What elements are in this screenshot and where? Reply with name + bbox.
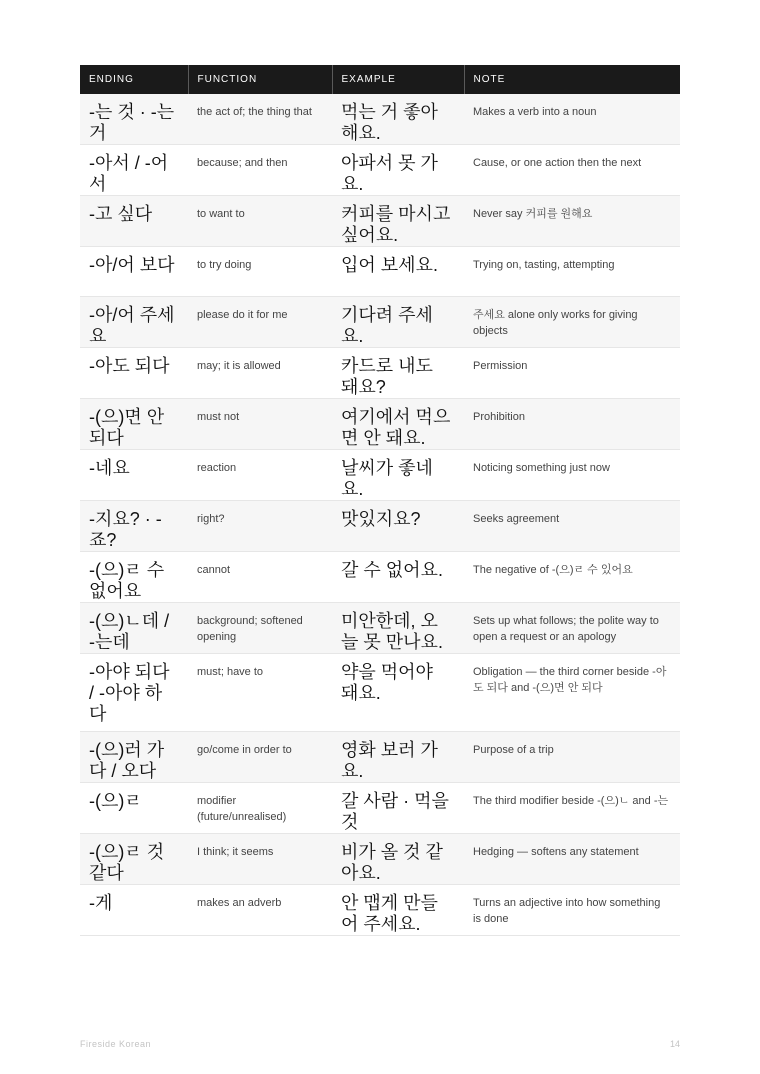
note-cell [464, 145, 680, 196]
note-cell [464, 450, 680, 501]
note-cell-text: Trying on, tasting, attempting [473, 259, 615, 271]
ending-cell [80, 552, 188, 603]
note-cell [464, 603, 680, 654]
function-cell [188, 885, 332, 936]
table-row [80, 94, 680, 145]
function-cell-text: makes an adverb [197, 897, 282, 909]
table-row [80, 885, 680, 936]
ending-cell [80, 834, 188, 885]
grammar-endings-table [80, 65, 680, 936]
footer-brand: Fireside Korean [80, 1039, 152, 1049]
example-cell [332, 783, 464, 834]
function-cell-text: modifier (future/unrealised) [197, 795, 287, 823]
function-cell [188, 603, 332, 654]
table-row [80, 732, 680, 783]
example-cell-text: 갈 사람 · 먹을 것 [341, 791, 449, 832]
ending-cell [80, 885, 188, 936]
function-cell [188, 297, 332, 348]
ending-cell [80, 196, 188, 247]
note-cell [464, 247, 680, 297]
ending-cell-text: -(으)면 안 되다 [89, 407, 165, 448]
ending-cell [80, 654, 188, 732]
note-cell-text: Makes a verb into a noun [473, 106, 597, 118]
function-cell-text: right? [197, 513, 225, 525]
header-row [80, 65, 680, 94]
note-cell-text: Obligation — the third corner beside -아도 되다 and -(으)면 안 되다 [473, 666, 667, 694]
table-row [80, 196, 680, 247]
note-cell [464, 399, 680, 450]
function-cell [188, 348, 332, 399]
table-body [80, 94, 680, 936]
function-cell [188, 145, 332, 196]
note-cell [464, 501, 680, 552]
table-row [80, 603, 680, 654]
example-cell-text: 갈 수 없어요. [341, 560, 443, 580]
ending-cell [80, 783, 188, 834]
table-row [80, 501, 680, 552]
note-cell-text: Hedging — softens any statement [473, 846, 639, 858]
function-cell-text: because; and then [197, 157, 288, 169]
function-cell-text: the act of; the thing that [197, 106, 312, 118]
ending-cell [80, 348, 188, 399]
header-note: NOTE [464, 65, 680, 94]
function-cell [188, 552, 332, 603]
function-cell [188, 783, 332, 834]
function-cell [188, 247, 332, 297]
note-cell-text: Noticing something just now [473, 462, 610, 474]
note-cell [464, 348, 680, 399]
function-cell-text: must not [197, 411, 240, 423]
table-row [80, 834, 680, 885]
note-cell [464, 834, 680, 885]
table-row [80, 399, 680, 450]
ending-cell [80, 399, 188, 450]
ending-cell-text: -(으)러 가다 / 오다 [89, 740, 165, 781]
header-example: EXAMPLE [332, 65, 464, 94]
note-cell [464, 94, 680, 145]
example-cell [332, 885, 464, 936]
example-cell [332, 348, 464, 399]
example-cell [332, 501, 464, 552]
example-cell-text: 미안한데, 오늘 못 만나요. [341, 611, 443, 652]
note-cell [464, 783, 680, 834]
note-cell [464, 885, 680, 936]
function-cell [188, 834, 332, 885]
example-cell [332, 450, 464, 501]
function-cell [188, 196, 332, 247]
table-row [80, 450, 680, 501]
function-cell-text: reaction [197, 462, 237, 474]
ending-cell-text: -(으)ㄴ데 / -는데 [89, 611, 170, 652]
ending-cell [80, 94, 188, 145]
function-cell-text: please do it for me [197, 309, 288, 321]
example-cell-text: 먹는 거 좋아해요. [341, 102, 438, 143]
function-cell [188, 450, 332, 501]
ending-cell [80, 603, 188, 654]
ending-cell-text: -게 [89, 893, 113, 913]
function-cell-text: go/come in order to [197, 744, 292, 756]
example-cell-text: 기다려 주세요. [341, 305, 433, 346]
ending-cell [80, 450, 188, 501]
example-cell [332, 552, 464, 603]
example-cell-text: 여기에서 먹으면 안 돼요. [341, 407, 451, 448]
function-cell [188, 94, 332, 145]
example-cell-text: 날씨가 좋네요. [341, 458, 433, 499]
ending-cell [80, 501, 188, 552]
note-cell [464, 552, 680, 603]
ending-cell [80, 247, 188, 297]
table-row [80, 297, 680, 348]
table-row [80, 145, 680, 196]
note-cell [464, 297, 680, 348]
table-row [80, 247, 680, 297]
example-cell [332, 94, 464, 145]
function-cell-text: cannot [197, 564, 231, 576]
example-cell [332, 196, 464, 247]
example-cell-text: 안 맵게 만들어 주세요. [341, 893, 438, 934]
function-cell-text: to try doing [197, 259, 252, 271]
example-cell [332, 834, 464, 885]
note-cell [464, 732, 680, 783]
header-ending: ENDING [80, 65, 188, 94]
example-cell-text: 카드로 내도 돼요? [341, 356, 433, 397]
example-cell [332, 145, 464, 196]
note-cell-text: Purpose of a trip [473, 744, 554, 756]
note-cell-text: The third modifier beside -(으)ㄴ and -는 [473, 795, 669, 807]
ending-cell [80, 732, 188, 783]
table-row [80, 552, 680, 603]
note-cell-text: Permission [473, 360, 528, 372]
table-row [80, 654, 680, 732]
example-cell [332, 399, 464, 450]
note-cell-text: Sets up what follows; the polite way to open a request or an apology [473, 615, 659, 643]
function-cell [188, 501, 332, 552]
example-cell [332, 654, 464, 732]
ending-cell-text: -아도 되다 [89, 356, 170, 376]
example-cell [332, 603, 464, 654]
function-cell [188, 399, 332, 450]
example-cell-text: 비가 올 것 같아요. [341, 842, 443, 883]
example-cell-text: 맛있지요? [341, 509, 421, 529]
ending-cell-text: -고 싶다 [89, 204, 153, 224]
function-cell-text: background; softened opening [197, 615, 303, 643]
function-cell-text: to want to [197, 208, 245, 220]
note-cell-text: The negative of -(으)ㄹ 수 있어요 [473, 564, 633, 576]
ending-cell-text: -(으)ㄹ 수 없어요 [89, 560, 165, 601]
note-cell-text: Never say 커피를 원해요 [473, 208, 593, 220]
function-cell-text: I think; it seems [197, 846, 274, 858]
example-cell [332, 732, 464, 783]
ending-cell-text: -네요 [89, 458, 130, 478]
header-function: FUNCTION [188, 65, 332, 94]
ending-cell-text: -(으)ㄹ 것 같다 [89, 842, 165, 883]
note-cell-text: Turns an adjective into how something is done [473, 897, 661, 925]
function-cell [188, 654, 332, 732]
table-header [80, 65, 680, 94]
function-cell-text: must; have to [197, 666, 264, 678]
ending-cell-text: -는 것 · -는 거 [89, 102, 175, 143]
ending-cell-text: -지요? · -죠? [89, 509, 162, 550]
ending-cell-text: -아/어 주세요 [89, 305, 175, 346]
note-cell-text: Seeks agreement [473, 513, 560, 525]
note-cell-text: 주세요 alone only works for giving objects [473, 309, 638, 337]
example-cell [332, 247, 464, 297]
ending-cell-text: -아/어 보다 [89, 255, 175, 275]
function-cell-text: may; it is allowed [197, 360, 281, 372]
function-cell [188, 732, 332, 783]
note-cell-text: Cause, or one action then the next [473, 157, 642, 169]
page-number: 14 [669, 1039, 680, 1049]
note-cell-text: Prohibition [473, 411, 525, 423]
ending-cell-text: -아서 / -어서 [89, 153, 169, 194]
ending-cell [80, 145, 188, 196]
example-cell [332, 297, 464, 348]
table-row [80, 783, 680, 834]
ending-cell [80, 297, 188, 348]
example-cell-text: 약을 먹어야 돼요. [341, 662, 433, 703]
note-cell [464, 196, 680, 247]
table-row [80, 348, 680, 399]
example-cell-text: 아파서 못 가요. [341, 153, 438, 194]
example-cell-text: 커피를 마시고 싶어요. [341, 204, 451, 245]
ending-cell-text: -아야 되다 / -아야 하다 [89, 662, 170, 724]
note-cell [464, 654, 680, 732]
example-cell-text: 영화 보러 가요. [341, 740, 438, 781]
ending-cell-text: -(으)ㄹ [89, 791, 142, 811]
example-cell-text: 입어 보세요. [341, 255, 438, 275]
